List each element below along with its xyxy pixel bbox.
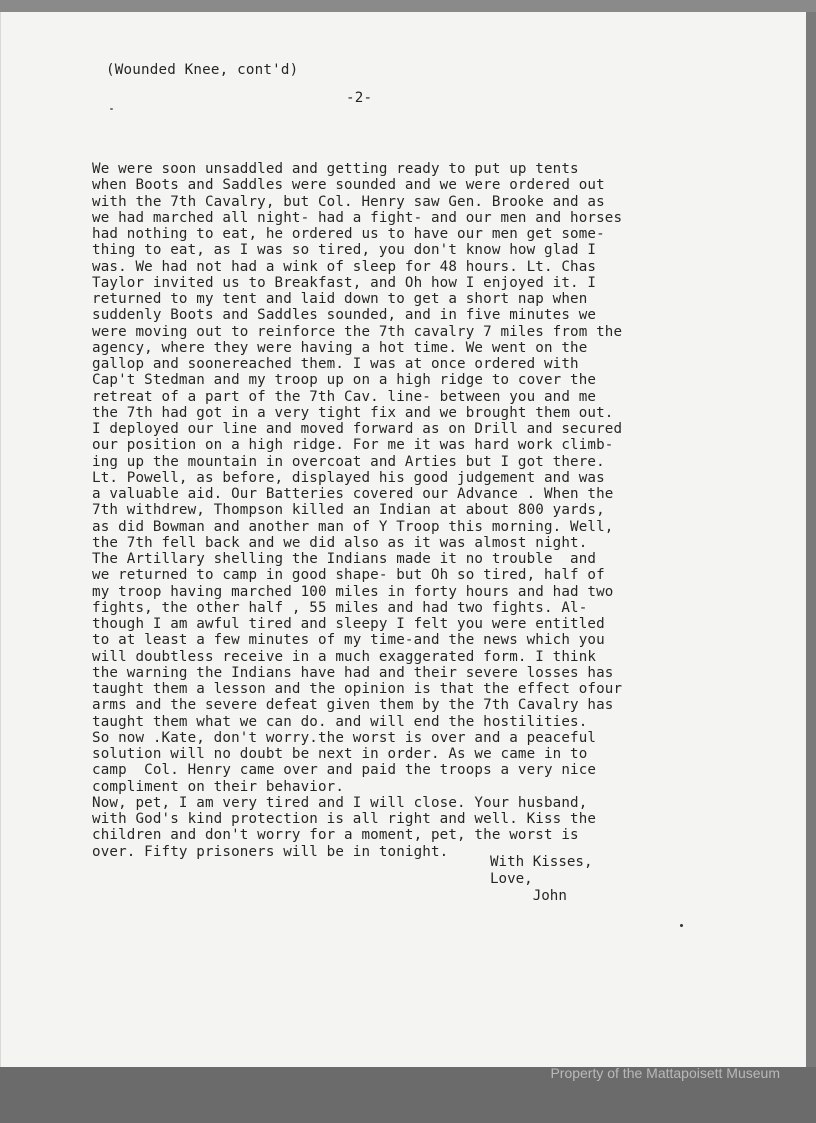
letter-line: we returned to camp in good shape- but Oh so tired, half of [92,567,605,584]
letter-line: was. We had not had a wink of sleep for 48 hours. Lt. Chas [92,258,597,275]
closing-line: Love, [490,871,533,887]
letter-line: So now .Kate, don't worry.the worst is over and a peaceful [92,729,597,746]
letter-line: my troop having marched 100 miles in forty hours and had two [92,583,614,600]
letter-line: taught them a lesson and the opinion is that the effect ofour [92,681,623,697]
letter-line: solution will no doubt be next in order. As we came in to [92,746,588,762]
letter-line: The Artillary shelling the Indians made it no trouble and [92,551,597,567]
letter-line: our position on a high ridge. For me it was hard work climb- [92,437,614,454]
letter-line: gallop and soonereached them. I was at once ordered with [92,356,579,372]
letter-line: though I am awful tired and sleepy I felt you were entitled [92,616,605,632]
letter-line: thing to eat, as I was so tired, you don't know how glad I [92,242,597,259]
paper-speck [680,924,683,927]
letter-line: the 7th fell back and we did also as it was almost night. [92,534,588,551]
letter-line: returned to my tent and laid down to get a short nap when [92,291,588,307]
letter-line: Cap't Stedman and my troop up on a high ridge to cover the [92,372,597,389]
letter-line: had nothing to eat, he ordered us to have our men get some- [92,226,605,242]
letter-line: fights, the other half , 55 miles and had two fights. Al- [92,599,588,616]
letter-line: camp Col. Henry came over and paid the troops a very nice [92,762,597,779]
letter-line: suddenly Boots and Saddles sounded, and in five minutes we [92,307,597,324]
letter-line: arms and the severe defeat given them by the 7th Cavalry has [92,697,614,714]
letter-line: to at least a few minutes of my time-and the news which you [92,632,605,649]
letter-closing [490,854,593,905]
letter-line: the warning the Indians have had and their severe losses has [92,664,614,681]
letter-line: with the 7th Cavalry, but Col. Henry saw Gen. Brooke and as [92,193,605,210]
letter-line: with God's kind protection is all right and well. Kiss the [92,811,597,827]
paper-speck [110,108,113,110]
letter-line: ing up the mountain in overcoat and Arties but I got there. [92,453,605,470]
letter-line: Taylor invited us to Breakfast, and Oh how I enjoyed it. I [92,274,597,291]
letter-body [92,161,622,860]
letter-line: children and don't worry for a moment, pet, the worst is [92,827,579,844]
letter-line: will doubtless receive in a much exaggerated form. I think [92,648,597,665]
letter-line: over. Fifty prisoners will be in tonight. [92,843,449,860]
museum-watermark: Property of the Mattapoisett Museum [550,1065,780,1081]
letter-line: I deployed our line and moved forward as on Drill and secured [92,421,623,437]
page-number: -2- [346,90,373,106]
letter-line: compliment on their behavior. [92,778,345,795]
letter-line: we had marched all night- had a fight- and our men and horses [92,209,623,226]
letter-line: the 7th had got in a very tight fix and we brought them out. [92,404,614,421]
typed-letter-sheet [0,12,806,1067]
closing-line: John [490,888,567,904]
letter-line: We were soon unsaddled and getting ready to put up tents [92,161,579,177]
letter-line: were moving out to reinforce the 7th cavalry 7 miles from the [92,323,623,340]
continuation-title: (Wounded Knee, cont'd) [106,62,299,78]
letter-line: when Boots and Saddles were sounded and we were ordered out [92,177,605,194]
letter-line: agency, where they were having a hot time. We went on the [92,339,588,356]
letter-line: retreat of a part of the 7th Cav. line- between you and me [92,388,597,405]
scan-right-edge [806,12,816,1067]
letter-line: as did Bowman and another man of Y Troop this morning. Well, [92,518,614,535]
letter-line: Now, pet, I am very tired and I will close. Your husband, [92,794,588,811]
letter-line: 7th withdrew, Thompson killed an Indian at about 800 yards, [92,502,605,519]
letter-line: taught them what we can do. and will end the hostilities. [92,713,588,730]
letter-line: Lt. Powell, as before, displayed his good judgement and was [92,469,605,486]
letter-line: a valuable aid. Our Batteries covered our Advance . When the [92,486,614,502]
closing-line: With Kisses, [490,854,593,870]
